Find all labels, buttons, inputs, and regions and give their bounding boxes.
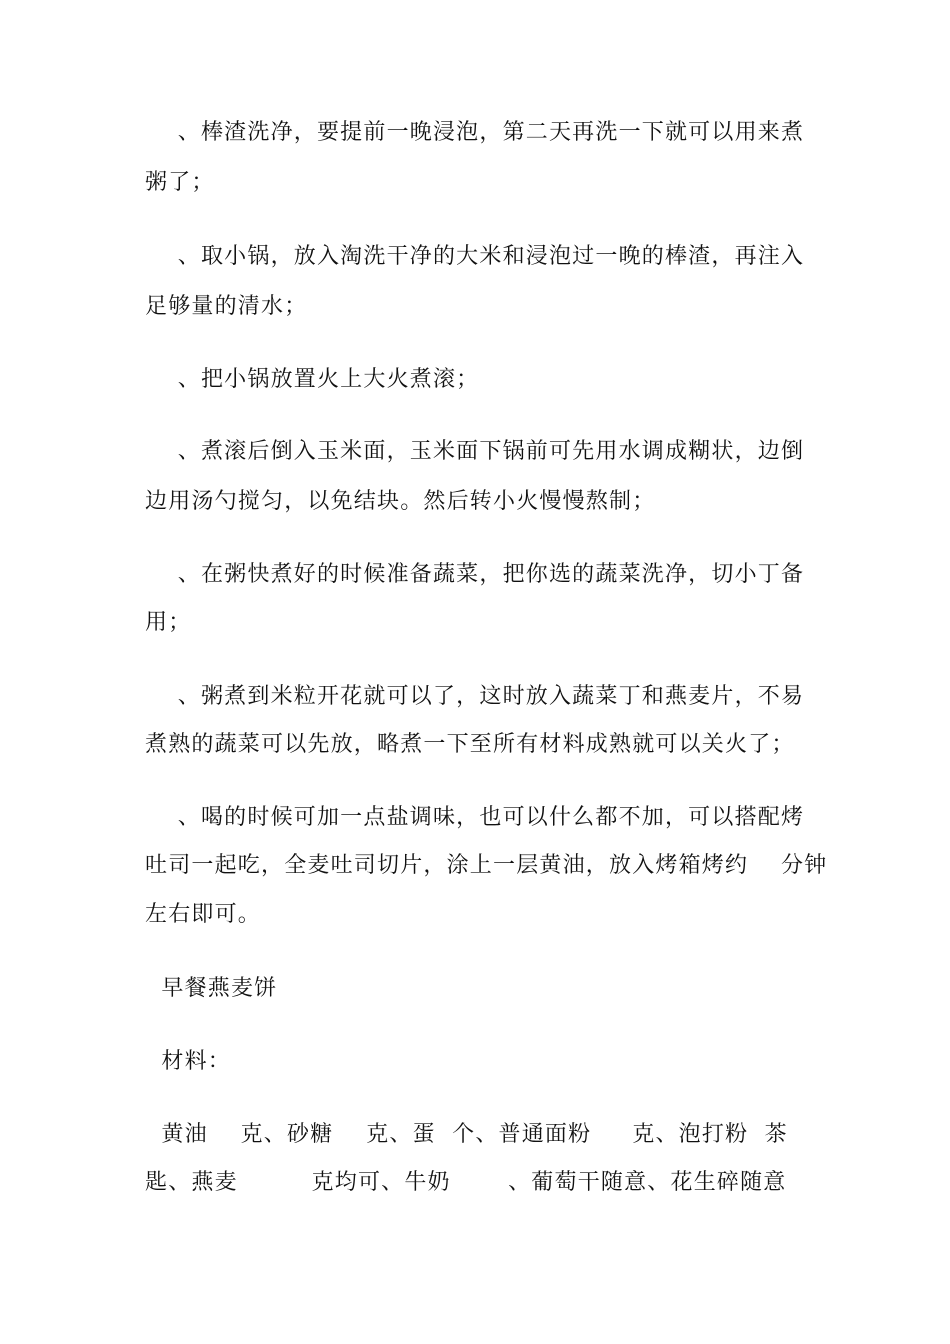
text-line: 足够量的清水； (145, 294, 308, 319)
ingredients-line: 匙、燕麦 克均可、牛奶 、葡萄干随意、花生碎随意 (145, 1170, 787, 1195)
text-line: 、棒渣洗净，要提前一晚浸泡，第二天再洗一下就可以用来煮 (145, 120, 805, 145)
text-line: 、在粥快煮好的时候准备蔬菜，把你选的蔬菜洗净，切小丁备 (145, 562, 805, 587)
text-line: 、把小锅放置火上大火煮滚； (145, 367, 480, 392)
text-line: 、取小锅，放入淘洗干净的大米和浸泡过一晚的棒渣，再注入 (145, 244, 805, 269)
text-line: 、粥煮到米粒开花就可以了，这时放入蔬菜丁和燕麦片，不易 (145, 684, 805, 709)
section-heading: 早餐燕麦饼 (145, 976, 278, 1001)
materials-label: 材料： (145, 1049, 231, 1074)
text-line: 粥了； (145, 170, 215, 195)
text-line: 、喝的时候可加一点盐调味，也可以什么都不加，可以搭配烤 (145, 805, 805, 830)
text-line: 边用汤勺搅匀，以免结块。然后转小火慢慢熬制； (145, 489, 656, 514)
text-line: 用； (145, 610, 192, 635)
text-line: 煮熟的蔬菜可以先放，略煮一下至所有材料成熟就可以关火了； (145, 732, 795, 757)
text-line: 、煮滚后倒入玉米面，玉米面下锅前可先用水调成糊状，边倒 (145, 439, 805, 464)
ingredients-line: 黄油 克、砂糖 克、蛋 个、普通面粉 克、泡打粉 茶 (145, 1122, 788, 1147)
text-line: 吐司一起吃，全麦吐司切片，涂上一层黄油，放入烤箱烤约 分钟 (145, 853, 828, 878)
text-line: 左右即可。 (145, 902, 262, 927)
